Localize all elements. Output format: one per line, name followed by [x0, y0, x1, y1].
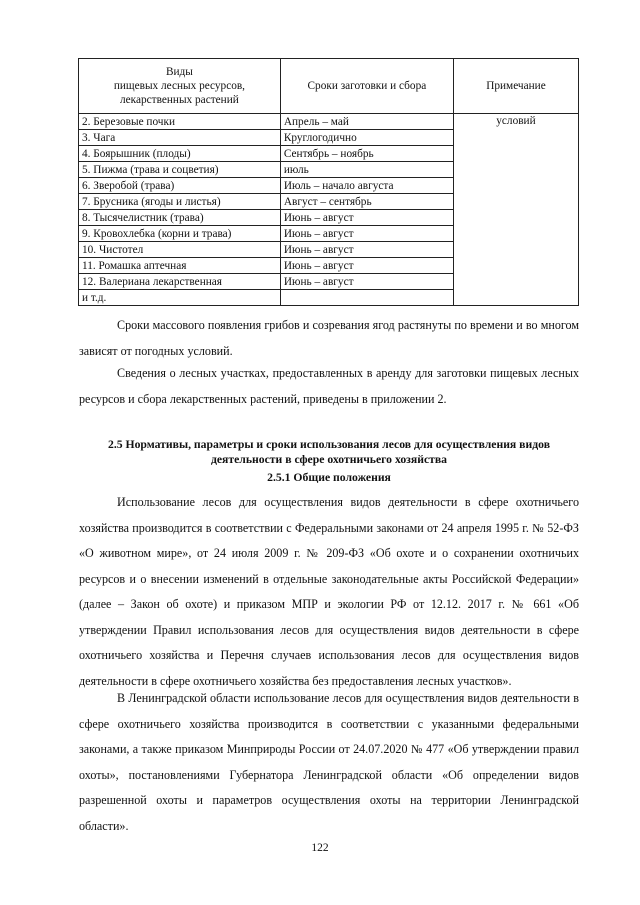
- cell-resource: 7. Брусника (ягоды и листья): [79, 194, 281, 210]
- header-note: Примечание: [453, 59, 578, 114]
- cell-period: Июнь – август: [280, 226, 453, 242]
- cell-resource: 8. Тысячелистник (трава): [79, 210, 281, 226]
- cell-period: Июнь – август: [280, 274, 453, 290]
- page-number: 122: [311, 842, 329, 854]
- cell-note: условий: [453, 114, 578, 306]
- cell-period: Июнь – август: [280, 210, 453, 226]
- cell-period: Сентябрь – ноябрь: [280, 146, 453, 162]
- cell-period: Круглогодично: [280, 130, 453, 146]
- paragraph-leningrad-region: В Ленинградской области использование лесов для осуществления видов деятельности в сфере охотничьего хозяйства производится в соответствии с указанными федеральными законами, а также приказом Минприроды России от 24.07.2020 № 477 «Об утверждении правил охоты», постановлениями Губернатора Ленинградской области «Об определении видов разрешенной охоты и параметров осуществления охоты на территории Ленинградской области».: [79, 691, 579, 833]
- cell-resource: 4. Боярышник (плоды): [79, 146, 281, 162]
- section-heading-2-5: 2.5 Нормативы, параметры и сроки использования лесов для осуществления видов деятельности в сфере охотничьего хозяйства: [107, 438, 551, 466]
- cell-resource: 5. Пижма (трава и соцветия): [79, 162, 281, 178]
- cell-period: Июнь – август: [280, 258, 453, 274]
- cell-period: Июнь – август: [280, 242, 453, 258]
- header-harvest-period: Сроки заготовки и сбора: [280, 59, 453, 114]
- cell-resource: 11. Ромашка аптечная: [79, 258, 281, 274]
- paragraph-federal-laws: Использование лесов для осуществления видов деятельности в сфере охотничьего хозяйства производится в соответствии с Федеральными законами от 24 апреля 1995 г. № 52-ФЗ «О животном мире», от 24 июля 2009 г. № 209-ФЗ «Об охоте и о сохранении охотничьих ресурсов и о внесении изменений в отдельные законодательные акты Российской Федерации» (далее – Закон об охоте) и приказом МПР и экологии РФ от 12.12. 2017 г. № 661 «Об утверждении Правил использования лесов для осуществления видов деятельности в сфере охотничьего хозяйства и Перечня случаев использования лесов для осуществления видов деятельности в сфере охотничьего хозяйства без предоставления лесных участков».: [79, 495, 579, 688]
- subsection-heading-2-5-1: 2.5.1 Общие положения: [267, 471, 391, 484]
- cell-resource: 10. Чистотел: [79, 242, 281, 258]
- cell-period: Август – сентябрь: [280, 194, 453, 210]
- cell-period: Июль – начало августа: [280, 178, 453, 194]
- resources-table: [78, 58, 579, 306]
- header-resource-type: Виды пищевых лесных ресурсов, лекарственных растений: [79, 59, 281, 114]
- paragraph-mushroom-berry-timing: Сроки массового появления грибов и созревания ягод растянуты по времени и во многом зависят от погодных условий.: [79, 318, 579, 358]
- cell-period: июль: [280, 162, 453, 178]
- cell-resource: 3. Чага: [79, 130, 281, 146]
- cell-resource: 9. Кровохлебка (корни и трава): [79, 226, 281, 242]
- table-row: [79, 114, 579, 130]
- cell-resource: 6. Зверобой (трава): [79, 178, 281, 194]
- cell-resource: 12. Валериана лекарственная: [79, 274, 281, 290]
- cell-period: [280, 290, 453, 306]
- table-header-row: [79, 59, 579, 114]
- paragraph-leased-plots-reference: Сведения о лесных участках, предоставленных в аренду для заготовки пищевых лесных ресурсов и сбора лекарственных растений, приведены в приложении 2.: [79, 366, 579, 406]
- cell-resource: и т.д.: [79, 290, 281, 306]
- cell-resource: 2. Березовые почки: [79, 114, 281, 130]
- cell-period: Апрель – май: [280, 114, 453, 130]
